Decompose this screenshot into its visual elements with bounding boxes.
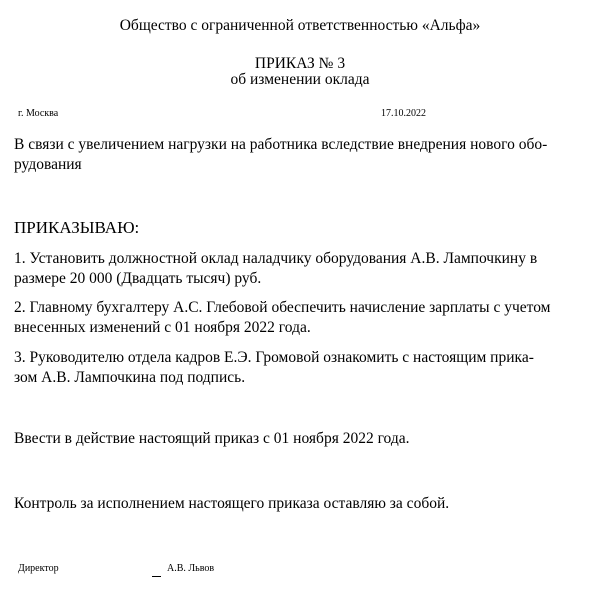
order-item-line: внесенных изменений с 01 ноября 2022 года. [14, 319, 311, 336]
signature-line [152, 576, 161, 577]
document-city: г. Москва [18, 108, 59, 119]
order-heading: ПРИКАЗЫВАЮ: [14, 218, 140, 237]
order-item-line: размере 20 000 (Двадцать тысяч) руб. [14, 270, 262, 287]
preamble-line: В связи с увеличением нагрузки на работника вследствие внедрения нового обо- [14, 136, 548, 153]
document-subtitle: об изменении оклада [230, 71, 370, 88]
organization-name: Общество с ограниченной ответственностью «Альфа» [119, 17, 481, 34]
order-item-3 [14, 348, 588, 388]
order-item-line: зом А.В. Лампочкина под подпись. [14, 369, 246, 386]
preamble-line: рудования [14, 156, 82, 173]
document-title: ПРИКАЗ № 3 [254, 55, 346, 72]
effective-date-paragraph: Ввести в действие настоящий приказ с 01 ноября 2022 года. [14, 430, 410, 447]
document-date: 17.10.2022 [381, 108, 426, 119]
order-item-line: 1. Установить должностной оклад наладчику оборудования А.В. Лампочкину в [14, 250, 538, 267]
signatory-position: Директор [18, 563, 59, 574]
order-item-line: 2. Главному бухгалтеру А.С. Глебовой обеспечить начисление зарплаты с учетом [14, 299, 551, 316]
control-paragraph: Контроль за исполнением настоящего приказа оставляю за собой. [14, 495, 450, 512]
order-item-line: 3. Руководителю отдела кадров Е.Э. Громовой ознакомить с настоящим прика- [14, 349, 534, 366]
order-item-2 [14, 298, 588, 338]
order-item-1 [14, 249, 588, 289]
preamble-paragraph [14, 135, 588, 175]
signatory-name: А.В. Львов [167, 563, 215, 574]
